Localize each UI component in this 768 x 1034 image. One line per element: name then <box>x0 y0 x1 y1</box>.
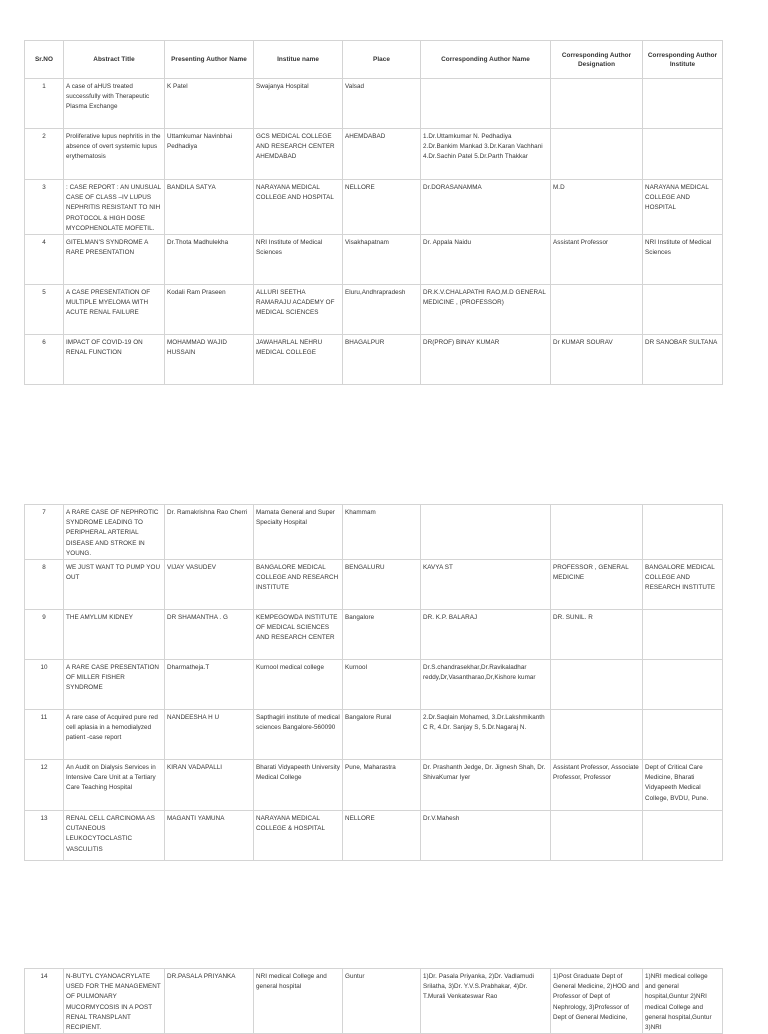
header-sr-no: Sr.NO <box>25 41 64 79</box>
cell-abstract-title: RENAL CELL CARCINOMA AS CUTANEOUS LEUKOCYTOCLASTIC VASCULITIS <box>64 811 165 861</box>
cell-corresponding-author: Dr. Appala Naidu <box>421 235 551 285</box>
cell-corresponding-institute: NRI Institute of Medical Sciences <box>643 235 723 285</box>
cell-place: BENGALURU <box>343 560 421 610</box>
cell-sr-no: 6 <box>25 335 64 385</box>
cell-sr-no: 2 <box>25 129 64 180</box>
cell-corresponding-author: DR(PROF) BINAY KUMAR <box>421 335 551 385</box>
cell-corresponding-designation: Assistant Professor, Associate Professor, Professor <box>551 760 643 811</box>
cell-sr-no: 12 <box>25 760 64 811</box>
cell-corresponding-designation: Dr KUMAR SOURAV <box>551 335 643 385</box>
cell-corresponding-institute: Dept of Critical Care Medicine, Bharati Vidyapeeth Medical College, BVDU, Pune. <box>643 760 723 811</box>
table-block-2 <box>24 504 723 861</box>
table-row <box>25 760 723 811</box>
cell-institute-name: Kurnool medical college <box>254 660 343 710</box>
cell-corresponding-designation <box>551 710 643 760</box>
cell-place: NELLORE <box>343 811 421 861</box>
cell-place: Valsad <box>343 79 421 129</box>
cell-institute-name: NRI Institute of Medical Sciences <box>254 235 343 285</box>
cell-sr-no: 9 <box>25 610 64 660</box>
table-row <box>25 610 723 660</box>
cell-corresponding-author: Dr.DORASANAMMA <box>421 180 551 235</box>
cell-corresponding-designation: 1)Post Graduate Dept of General Medicine, 2)HOD and Professor of Dept of Nephrology, 3)Professor of Dept of General Medicine, <box>551 969 643 1034</box>
table-row <box>25 560 723 610</box>
table-row <box>25 79 723 129</box>
cell-corresponding-designation: DR. SUNIL. R <box>551 610 643 660</box>
cell-corresponding-author: 2.Dr.Saqlain Mohamed, 3.Dr.Lakshmikanth C R, 4.Dr. Sanjay S, 5.Dr.Nagaraj N. <box>421 710 551 760</box>
cell-corresponding-author: Dr.S.chandrasekhar,Dr.Ravikaladhar reddy,Dr,Vasantharao,Dr,Kishore kumar <box>421 660 551 710</box>
cell-place: Visakhapatnam <box>343 235 421 285</box>
cell-corresponding-institute <box>643 129 723 180</box>
cell-place: Pune, Maharastra <box>343 760 421 811</box>
header-corresponding-institute: Corresponding Author Institute <box>643 41 723 79</box>
cell-corresponding-author: KAVYA ST <box>421 560 551 610</box>
cell-sr-no: 13 <box>25 811 64 861</box>
cell-corresponding-designation <box>551 811 643 861</box>
cell-presenting-author: BANDILA SATYA <box>165 180 254 235</box>
cell-place: AHEMDABAD <box>343 129 421 180</box>
cell-presenting-author: Dharmatheja.T <box>165 660 254 710</box>
table-row <box>25 811 723 861</box>
cell-corresponding-institute: 1)NRI medical college and general hospital,Guntur 2)NRI medical College and general hospital,Guntur 3)NRI <box>643 969 723 1034</box>
cell-corresponding-designation <box>551 505 643 560</box>
cell-sr-no: 7 <box>25 505 64 560</box>
cell-sr-no: 5 <box>25 285 64 335</box>
header-place: Place <box>343 41 421 79</box>
cell-corresponding-institute <box>643 660 723 710</box>
cell-institute-name: NRI medical College and general hospital <box>254 969 343 1034</box>
cell-presenting-author: DR SHAMANTHA . G <box>165 610 254 660</box>
cell-presenting-author: DR.PASALA PRIYANKA <box>165 969 254 1034</box>
cell-corresponding-institute <box>643 79 723 129</box>
cell-corresponding-designation <box>551 660 643 710</box>
cell-institute-name: GCS MEDICAL COLLEGE AND RESEARCH CENTER AHEMDABAD <box>254 129 343 180</box>
cell-corresponding-designation <box>551 79 643 129</box>
table-block-3 <box>24 968 723 1034</box>
cell-abstract-title: WE JUST WANT TO PUMP YOU OUT <box>64 560 165 610</box>
cell-abstract-title: A RARE CASE PRESENTATION OF MILLER FISHER SYNDROME <box>64 660 165 710</box>
header-row <box>25 41 723 79</box>
cell-sr-no: 3 <box>25 180 64 235</box>
cell-abstract-title: A rare case of Acquired pure red cell aplasia in a hemodialyzed patient -case report <box>64 710 165 760</box>
cell-place: Guntur <box>343 969 421 1034</box>
cell-abstract-title: : CASE REPORT : AN UNUSUAL CASE OF CLASS –IV LUPUS NEPHRITIS RESISTANT TO NIH PROTOCOL & HIGH DOSE MYCOPHENOLATE MOFETIL. <box>64 180 165 235</box>
abstract-table <box>24 504 723 861</box>
cell-place: Khammam <box>343 505 421 560</box>
cell-place: Kurnool <box>343 660 421 710</box>
header-corresponding-author: Corresponding Author Name <box>421 41 551 79</box>
cell-abstract-title: Proliferative lupus nephritis in the absence of overt systemic lupus erythematosis <box>64 129 165 180</box>
abstract-table <box>24 968 723 1034</box>
cell-institute-name: Sapthagiri institute of medical sciences Bangalore-560090 <box>254 710 343 760</box>
cell-corresponding-author <box>421 79 551 129</box>
cell-corresponding-institute: DR SANOBAR SULTANA <box>643 335 723 385</box>
cell-institute-name: Swajanya Hospital <box>254 79 343 129</box>
cell-institute-name: JAWAHARLAL NEHRU MEDICAL COLLEGE <box>254 335 343 385</box>
cell-sr-no: 14 <box>25 969 64 1034</box>
cell-sr-no: 8 <box>25 560 64 610</box>
cell-abstract-title: A RARE CASE OF NEPHROTIC SYNDROME LEADING TO PERIPHERAL ARTERIAL DISEASE AND STROKE IN YOUNG. <box>64 505 165 560</box>
cell-place: Bangalore Rural <box>343 710 421 760</box>
cell-institute-name: NARAYANA MEDICAL COLLEGE & HOSPITAL <box>254 811 343 861</box>
cell-corresponding-institute <box>643 285 723 335</box>
header-institute-name: Institue name <box>254 41 343 79</box>
cell-corresponding-author: DR.K.V.CHALAPATHI RAO,M.D GENERAL MEDICINE , (PROFESSOR) <box>421 285 551 335</box>
cell-corresponding-designation <box>551 285 643 335</box>
table-row <box>25 235 723 285</box>
cell-presenting-author: Dr.Thota Madhulekha <box>165 235 254 285</box>
cell-presenting-author: MOHAMMAD WAJID HUSSAIN <box>165 335 254 385</box>
cell-corresponding-author <box>421 505 551 560</box>
cell-corresponding-author: DR. K.P. BALARAJ <box>421 610 551 660</box>
cell-presenting-author: Uttamkumar Navinbhai Pedhadiya <box>165 129 254 180</box>
cell-abstract-title: GITELMAN'S SYNDROME A RARE PRESENTATION <box>64 235 165 285</box>
table-row <box>25 660 723 710</box>
cell-sr-no: 1 <box>25 79 64 129</box>
cell-place: Bangalore <box>343 610 421 660</box>
cell-corresponding-author: Dr.V.Mahesh <box>421 811 551 861</box>
table-row <box>25 129 723 180</box>
table-row <box>25 335 723 385</box>
cell-sr-no: 10 <box>25 660 64 710</box>
cell-presenting-author: K Patel <box>165 79 254 129</box>
table-row <box>25 285 723 335</box>
cell-corresponding-designation <box>551 129 643 180</box>
cell-corresponding-institute <box>643 505 723 560</box>
cell-corresponding-institute: NARAYANA MEDICAL COLLEGE AND HOSPITAL <box>643 180 723 235</box>
cell-presenting-author: Kodali Ram Praseen <box>165 285 254 335</box>
cell-corresponding-designation: M.D <box>551 180 643 235</box>
cell-sr-no: 11 <box>25 710 64 760</box>
cell-abstract-title: A CASE PRESENTATION OF MULTIPLE MYELOMA WITH ACUTE RENAL FAILURE <box>64 285 165 335</box>
cell-institute-name: BANGALORE MEDICAL COLLEGE AND RESEARCH INSTITUTE <box>254 560 343 610</box>
cell-abstract-title: A case of aHUS treated successfully with Therapeutic Plasma Exchange <box>64 79 165 129</box>
cell-presenting-author: NANDEESHA H U <box>165 710 254 760</box>
cell-institute-name: Mamata General and Super Specialty Hospital <box>254 505 343 560</box>
cell-institute-name: NARAYANA MEDICAL COLLEGE AND HOSPITAL <box>254 180 343 235</box>
cell-corresponding-author: 1)Dr. Pasala Priyanka, 2)Dr. Vadlamudi Srilatha, 3)Dr. Y.V.S.Prabhakar, 4)Dr. T.Murali Venkateswar Rao <box>421 969 551 1034</box>
cell-abstract-title: IMPACT OF COVID-19 ON RENAL FUNCTION <box>64 335 165 385</box>
abstract-table <box>24 40 723 385</box>
cell-place: BHAGALPUR <box>343 335 421 385</box>
cell-presenting-author: Dr. Ramakrishna Rao Cherri <box>165 505 254 560</box>
cell-presenting-author: VIJAY VASUDEV <box>165 560 254 610</box>
table-row <box>25 710 723 760</box>
table-row <box>25 505 723 560</box>
header-corresponding-designation: Corresponding Author Designation <box>551 41 643 79</box>
header-abstract-title: Abstract Title <box>64 41 165 79</box>
cell-corresponding-designation: PROFESSOR , GENERAL MEDICINE <box>551 560 643 610</box>
cell-corresponding-institute <box>643 710 723 760</box>
cell-corresponding-author: Dr. Prashanth Jedge, Dr. Jignesh Shah, Dr. ShivaKumar Iyer <box>421 760 551 811</box>
header-presenting-author: Presenting Author Name <box>165 41 254 79</box>
cell-place: Eluru,Andhrapradesh <box>343 285 421 335</box>
cell-institute-name: ALLURI SEETHA RAMARAJU ACADEMY OF MEDICAL SCIENCES <box>254 285 343 335</box>
cell-presenting-author: MAGANTI YAMUNA <box>165 811 254 861</box>
cell-corresponding-institute: BANGALORE MEDICAL COLLEGE AND RESEARCH INSTITUTE <box>643 560 723 610</box>
cell-corresponding-institute <box>643 610 723 660</box>
cell-corresponding-institute <box>643 811 723 861</box>
cell-abstract-title: THE AMYLUM KIDNEY <box>64 610 165 660</box>
cell-abstract-title: An Audit on Dialysis Services in Intensive Care Unit at a Tertiary Care Teaching Hospital <box>64 760 165 811</box>
cell-institute-name: KEMPEGOWDA INSTITUTE OF MEDICAL SCIENCES AND RESEARCH CENTER <box>254 610 343 660</box>
table-block-1 <box>24 40 723 385</box>
cell-place: NELLORE <box>343 180 421 235</box>
cell-abstract-title: N-BUTYL CYANOACRYLATE USED FOR THE MANAGEMENT OF PULMONARY MUCORMYCOSIS IN A POST RENAL TRANSPLANT RECIPIENT. <box>64 969 165 1034</box>
cell-corresponding-author: 1.Dr.Uttamkumar N. Pedhadiya 2.Dr.Bankim Mankad 3.Dr.Karan Vachhani 4.Dr.Sachin Patel 5.Dr.Parth Thakkar <box>421 129 551 180</box>
cell-sr-no: 4 <box>25 235 64 285</box>
cell-institute-name: Bharati Vidyapeeth University Medical College <box>254 760 343 811</box>
table-row <box>25 180 723 235</box>
cell-presenting-author: KIRAN VADAPALLI <box>165 760 254 811</box>
cell-corresponding-designation: Assistant Professor <box>551 235 643 285</box>
